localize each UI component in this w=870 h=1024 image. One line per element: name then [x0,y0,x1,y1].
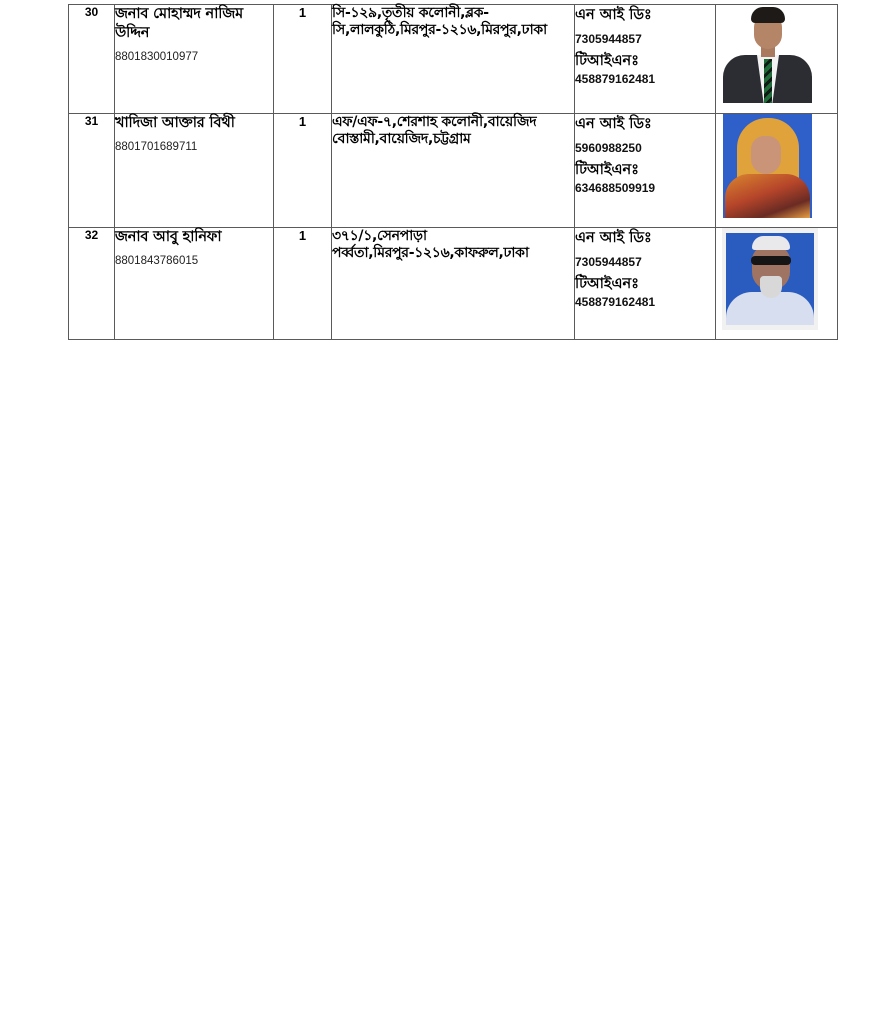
address: সি-১২৯,তৃতীয় কলোনী,ব্লক-সি,লালকুঠি,মিরপুর-১২১৬,মিরপুর,ঢাকা [332,5,547,38]
phone-number: 8801843786015 [115,255,199,267]
tin-label: টিআইএনঃ [575,162,639,178]
serial-number: 31 [69,114,115,228]
ids-cell [575,5,716,114]
tin-value: 458879162481 [575,72,656,86]
photo-cell [716,114,838,228]
ids-cell [575,228,716,340]
table-row [69,5,838,114]
portrait-photo [723,114,812,218]
person-name: জনাব মোহাম্মদ নাজিম উদ্দিন [115,6,243,41]
serial-number: 32 [69,228,115,340]
phone-number: 8801701689711 [115,141,198,153]
tin-label: টিআইএনঃ [575,53,639,69]
person-name: খাদিজা আক্তার বিথী [115,115,235,131]
person-name: জনাব আবু হানিফা [115,229,222,245]
address: ৩৭১/১,সেনপাড়া পর্ব্বতা,মিরপুর-১২১৬,কাফরুল,ঢাকা [332,228,529,261]
table-row [69,228,838,340]
tin-value: 634688509919 [575,181,656,195]
table-row [69,114,838,228]
nid-value: 7305944857 [575,32,642,46]
ids-cell [575,114,716,228]
portrait-photo [722,228,818,330]
photo-cell [716,228,838,340]
address-cell [332,114,575,228]
name-cell [115,228,274,340]
address: এফ/এফ-৭,শেরশাহ কলোনী,বায়েজিদ বোস্তামী,বায়েজিদ,চট্টগ্রাম [332,114,537,147]
quantity: 1 [274,114,332,228]
name-cell [115,114,274,228]
quantity: 1 [274,228,332,340]
nid-label: এন আই ডিঃ [575,116,652,132]
name-cell [115,5,274,114]
nid-value: 7305944857 [575,255,642,269]
nid-label: এন আই ডিঃ [575,230,652,246]
quantity: 1 [274,5,332,114]
photo-cell [716,5,838,114]
address-cell [332,5,575,114]
tin-value: 458879162481 [575,295,656,309]
address-cell [332,228,575,340]
nid-label: এন আই ডিঃ [575,7,652,23]
tin-label: টিআইএনঃ [575,276,639,292]
serial-number: 30 [69,5,115,114]
phone-number: 8801830010977 [115,51,199,63]
portrait-photo [723,5,812,103]
nid-value: 5960988250 [575,141,642,155]
applicant-table [68,4,838,340]
